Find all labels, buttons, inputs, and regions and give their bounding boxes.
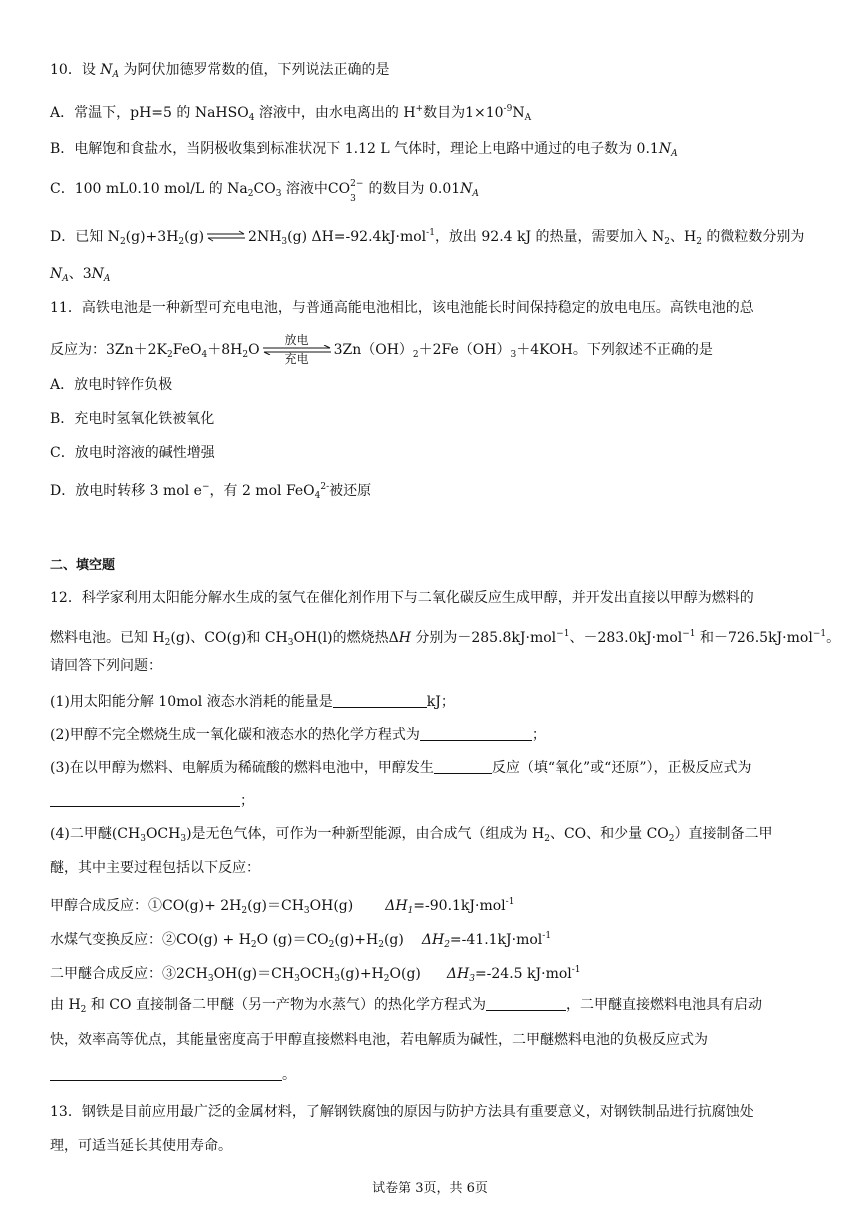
reaction-1: 甲醇合成反应：①CO(g)+ $2H_2(g)=CH_3OH(g)$ $\Delta H_1=-90.1kJ\cdot mol^{-1}$: [50, 897, 515, 916]
q11-stem: 11．高铁电池是一种新型可充电电池，与普通高能电池相比，该电池能长时间保持稳定的放电电压。高铁电池的总: [50, 300, 754, 316]
q12-stem-line2: 燃料电池。已知 $H_2(g)$、CO(g)和 $CH_3OH(l)$的燃烧热ΔH 分别为－285.8kJ·mol$^{-1}$、－283.0kJ·mol$^{-1}$ 和－726.5kJ·mol$^{-1}$。: [50, 629, 841, 648]
answer-blank-1[interactable]: [333, 693, 427, 708]
reaction-3: 二甲醚合成反应：$③2CH_3OH(g)=CH_3OCH_3(g)+H_2O(g)$ $\Delta H_3=-24.5$ kJ·mol$^{-1}$: [50, 965, 581, 984]
q11-option-b: B．充电时氢氧化铁被氧化: [50, 411, 215, 427]
q10-option-b: B．电解饱和食盐水，当阴极收集到标准状况下 1.12 L 气体时，理论上电路中通过的电子数为 $0.1N_A$: [50, 141, 678, 159]
q12-part-4-question-cont: 快，效率高等优点，其能量密度高于甲醇直接燃料电池，若电解质为碱性，二甲醚燃料电池的负极反应式为: [50, 1032, 708, 1048]
answer-blank-3a[interactable]: [434, 759, 492, 774]
q12-part-1: (1)用太阳能分解 10mol 液态水消耗的能量是 kJ；: [50, 694, 455, 710]
q11-option-c: C．放电时溶液的碱性增强: [50, 445, 215, 461]
q12-part-2: (2)甲醇不完全燃烧生成一氧化碳和液态水的热化学方程式为 ；: [50, 727, 546, 743]
equilibrium-arrow-icon: [206, 230, 246, 242]
q12-part-4: (4)二甲醚$(CH_3OCH_3)$是无色气体，可作为一种新型能源，由合成气（组成为 $H_2$、CO、和少量 $CO_2$）直接制备二甲: [50, 826, 773, 844]
reaction-2: 水煤气变换反应：②CO(g) + $H_2O$ $(g)=CO_2(g)+H_2(g)$ $\Delta H_2=-41.1kJ\cdot mol^{-1}$: [50, 931, 552, 950]
q11-option-d: D．放电时转移 3 mol e−，有 2 mol FeO$_4^{2-}$被还原: [50, 482, 372, 501]
q12-prompt: 请回答下列问题：: [50, 658, 162, 674]
q12-part-4-cont: 醚，其中主要过程包括以下反应：: [50, 860, 260, 876]
q11-option-a: A．放电时锌作负极: [50, 377, 173, 393]
q11-reaction: 反应为：$3Zn+2K_2FeO_4+8H_2O$ 放电 充电 $3Zn(OH)_2+2Fe(OH)_3+4KOH$。下列叙述不正确的是: [50, 333, 713, 366]
answer-blank-3b[interactable]: [50, 792, 240, 807]
q12-part-3-cont: ；: [50, 791, 254, 811]
answer-blank-2[interactable]: [420, 726, 532, 741]
q10-option-a: A．常温下，pH=5 的 NaHSO$_4$ 溶液中，由水电离出的 H+数目为$1\times 10^{-9}N_A$: [50, 104, 532, 123]
q12-part-4-question: 由 $H_2$ 和 CO 直接制备二甲醚（另一产物为水蒸气）的热化学方程式为 ，二甲醚直接燃料电池具有启动: [50, 997, 762, 1015]
answer-blank-4a[interactable]: [486, 996, 566, 1011]
section-heading: 二、填空题: [50, 558, 116, 573]
q12-stem: 12．科学家利用太阳能分解水生成的氢气在催化剂作用下与二氧化碳反应生成甲醇，并开发出直接以甲醇为燃料的: [50, 590, 754, 606]
q12-part-3: (3)在以甲醇为燃料、电解质为稀硫酸的燃料电池中，甲醇发生 反应（填“氧化”或“还原”），正极反应式为: [50, 760, 752, 776]
reversible-arrow: 放电 充电: [262, 336, 332, 364]
q10-stem: 10．设 $N_A$ 为阿伏加德罗常数的值，下列说法正确的是: [50, 62, 390, 80]
q13-stem-cont: 理，可适当延长其使用寿命。: [50, 1138, 232, 1154]
q13-stem: 13．钢铁是目前应用最广泛的金属材料，了解钢铁腐蚀的原因与防护方法具有重要意义，对钢铁制品进行抗腐蚀处: [50, 1104, 754, 1120]
page-footer: 试卷第 3页，共 6页: [372, 1181, 488, 1196]
q12-part-4-answer-line: 。: [50, 1065, 296, 1085]
q10-option-d-cont: $N_A$、$3N_A$: [50, 266, 111, 284]
q10-option-c: C．100 mL0.10 mol/L 的 $Na_2CO_3$ 溶液中CO 2− 3 的数目为 $0.01N_A$: [50, 179, 479, 204]
q10-option-d: D．已知 $N_2(g)+3H_2(g)$ $2NH_3(g)$ ΔH=-92.4kJ·mol$^{-1}$，放出 92.4 kJ 的热量，需要加入 $N_2$、$H_2$ 的微粒数分别为: [50, 228, 805, 247]
answer-blank-4b[interactable]: [50, 1066, 282, 1081]
